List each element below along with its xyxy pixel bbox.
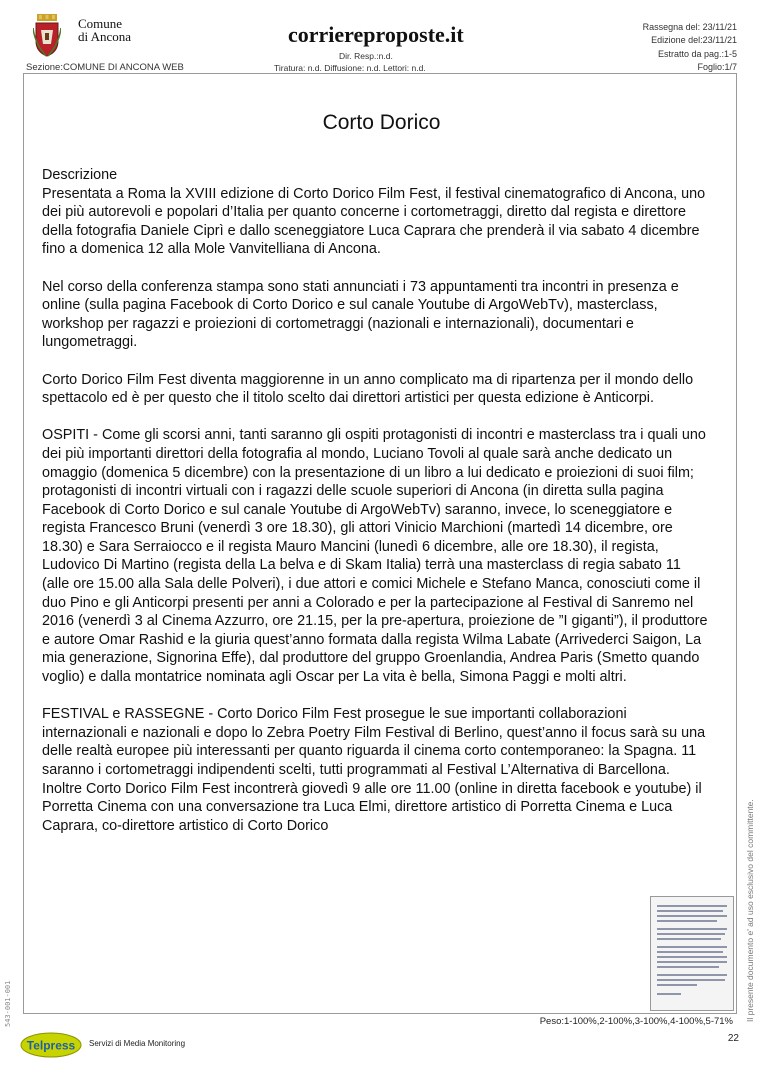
media-monitoring-label: Servizi di Media Monitoring (89, 1039, 186, 1048)
page-number: 22 (727, 1033, 739, 1044)
weight-percentages: Peso:1-100%,2-100%,3-100%,4-100%,5-71% (539, 1016, 733, 1027)
review-date: Rassegna del: 23/11/21 (642, 22, 737, 32)
usage-disclaimer: Il presente documento e' ad uso esclusivo del committente. (745, 799, 755, 1022)
article-body (42, 166, 710, 854)
publication-title: corriereproposte.it (288, 22, 464, 47)
page-thumbnail (650, 896, 734, 1011)
paragraph-festivals: FESTIVAL e RASSEGNE - Corto Dorico Film Fest prosegue le sue importanti collaborazioni internazionali e nazionali e dopo lo Zebra Poetry Film Festival di Berlino, quest’anno il focus sarà su una delle realtà europee più interessanti per quanto riguarda il cinema corto contemporaneo: la Spagna. 11 saranno i cortometraggi indipendenti scelti, tutti programmati al Festival L’Alternativa di Barcellona. Inoltre Corto Dorico Film Fest incontrerà giovedì 9 alle ore 11.00 (online in diretta facebook e youtube) il Porretta Cinema con una conversazione tra Luca Elmi, direttore artistico di Porretta Cinema e Luca Caprara, co-direttore artistico di Corto Dorico (42, 706, 706, 834)
paragraph-guests: OSPITI - Come gli scorsi anni, tanti saranno gli ospiti protagonisti di incontri e masterclass tra i quali uno dei più importanti direttori della fotografia al mondo, Luciano Tovoli al quale sarà anche dedicato un omaggio (domenica 5 dicembre) con la presentazione di un libro a lui dedicato e proiezioni di suoi film; protagonisti di incontri virtuali con i ragazzi delle scuole superiori di Ancona (in diretta sulla pagina Facebook di Corto Dorico e sul canale Youtube di ArgoWebTv) saranno, invece, lo sceneggiatore e regista Francesco Bruni (venerdì 3 ore 18.30), gli attori Vinicio Marchioni (martedì 14 dicembre, ore 18.30) e Sara Serraiocco e il regista Mauro Mancini (lunedì 6 dicembre, alle ore 18.30), il regista, Ludovico Di Martino (regista della La belva e di Skam Italia) terrà una masterclass di regia sabato 11 (alle ore 15.00 alla Sala delle Polveri), i due attori e comici Michele e Stefano Manca, conosciuti come il duo Pino e gli Anticorpi presenti per anni a Colorado e per la partecipazione al Festival di Sanremo nel 2016 (venerdì 3 al Cinema Azzurro, ore 21.15, per la pre-apertura, proiezione de ”I giganti”), il produttore e autore Omar Rashid e la giuria quest’anno formata dalla regista Wilma Labate (Arrivederci Saigon, La mia generazione, Signorina Effe), dal produttore del gruppo Groenlandia, Andrea Paris (Smetto quando voglio) e dalla montatrice nominata agli Oscar per La vita è bella, Simona Paggi e molti altri. (42, 427, 708, 686)
director-label: Dir. Resp.:n.d. (339, 51, 393, 61)
sheet-number: Foglio:1/7 (697, 62, 737, 72)
document-code: 543-001-001 (4, 980, 12, 1027)
municipality-name-line2: di Ancona (78, 29, 132, 44)
municipality-name (78, 17, 131, 43)
edition-date: Edizione del:23/11/21 (651, 35, 737, 45)
telpress-logo-text: Telpress (26, 1038, 76, 1053)
paragraph-intro: Presentata a Roma la XVIII edizione di Corto Dorico Film Fest, il festival cinematografico di Ancona, uno dei più autorevoli e popolari d’Italia per quanto concerne i cortometraggi, diretto dal regista e direttore della fotografia Daniele Ciprì e dallo sceneggiatore Luca Caprara che prenderà il via sabato 4 dicembre fino a domenica 12 alla Mole Vanvitelliana di Ancona. (42, 185, 706, 258)
city-crest-logo (33, 14, 61, 58)
municipality-name-line1: Comune (78, 16, 123, 31)
paragraph-press-conference: Nel corso della conferenza stampa sono stati annunciati i 73 appuntamenti tra incontri in presenza e online (sulla pagina Facebook di Corto Dorico e sul canale Youtube di ArgoWebTv), masterclass, workshop per ragazzi e proiezioni di cortometraggi (nazionali e internazionali), documentari e lungometraggi. (42, 278, 679, 351)
paragraph-anticorpi: Corto Dorico Film Fest diventa maggiorenne in un anno complicato ma di ripartenza per il mondo dello spettacolo ed è per questo che il titolo scelto dai direttori artistici per questa edizione è Anticorpi. (42, 371, 694, 407)
excerpt-pages: Estratto da pag.:1-5 (657, 49, 737, 59)
telpress-logo (20, 1032, 82, 1058)
article-title: Corto Dorico (322, 111, 441, 134)
circulation-label: Tiratura: n.d. Diffusione: n.d. Lettori: n.d. (274, 63, 426, 73)
section-label: Sezione:COMUNE DI ANCONA WEB (26, 62, 184, 73)
description-label: Descrizione (42, 167, 118, 183)
